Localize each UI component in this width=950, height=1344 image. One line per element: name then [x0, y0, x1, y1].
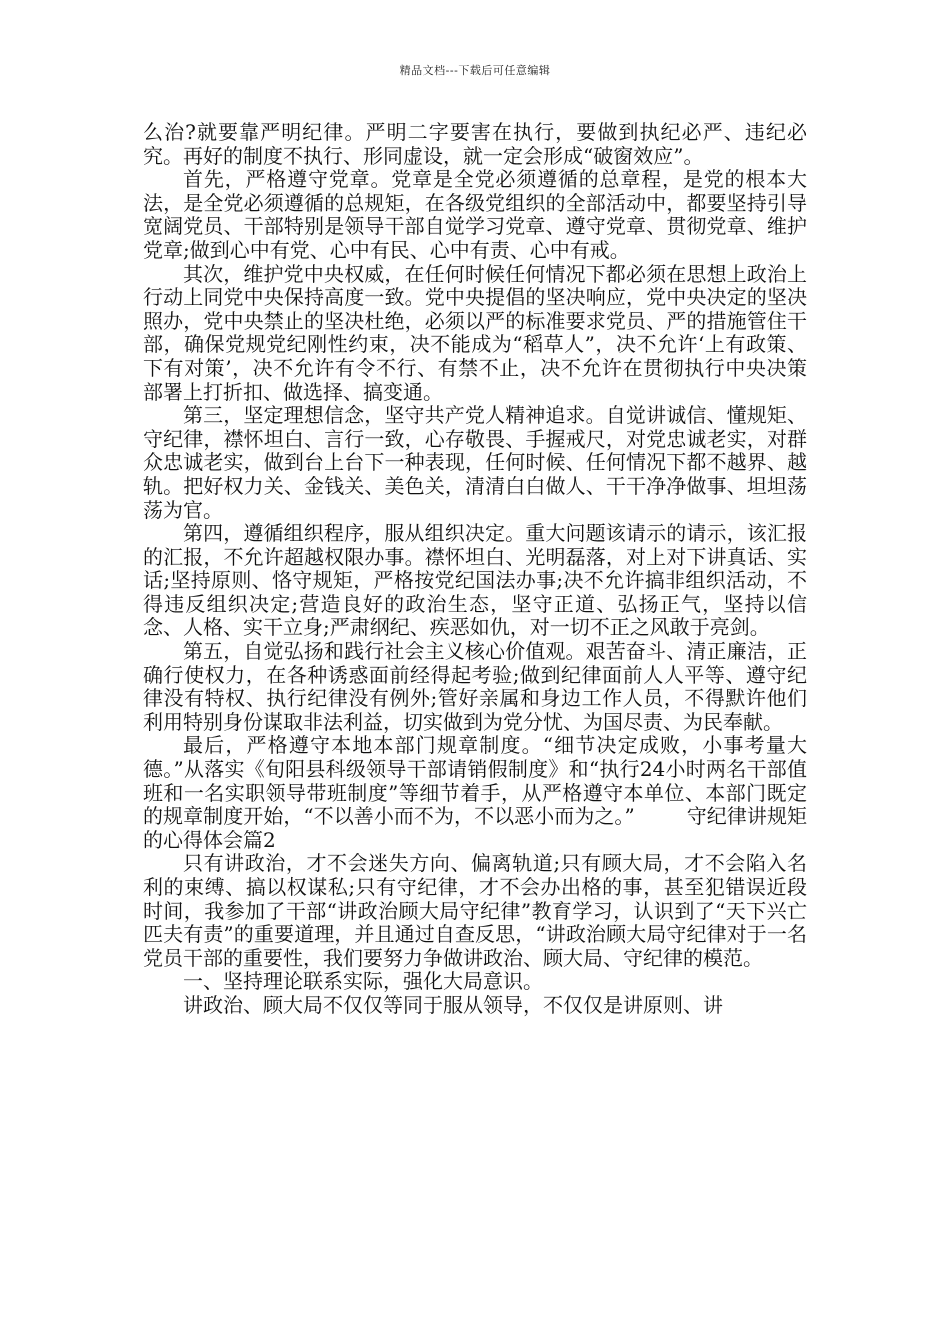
paragraph-5: 第四，遵循组织程序，服从组织决定。重大问题该请示的请示，该汇报的汇报，不允许超越权限办事。襟怀坦白、光明磊落，对上对下讲真话、实话;坚持原则、恪守规矩，严格按党纪国法办事;决不允许搞非组织活动，不得违反组织决定;营造良好的政治生态，坚守正道、弘扬正气，坚持以信念、人格、实干立身;严肃纲纪、疾恶如仇，对一切不正之风敢于亮剑。	[143, 521, 807, 640]
paragraph-4: 第三，坚定理想信念，坚守共产党人精神追求。自觉讲诚信、懂规矩、守纪律，襟怀坦白、言行一致，心存敬畏、手握戒尺，对党忠诚老实，对群众忠诚老实，做到台上台下一种表现，任何时候、任何情况下都不越界、越轨。把好权力关、金钱关、美色关，清清白白做人、干干净净做事、坦坦荡荡为官。	[143, 403, 807, 522]
paragraph-7-text: 最后，严格遵守本地本部门规章制度。“细节决定成败，小事考量大德。”从落实《旬阳县科级领导干部请销假制度》和“执行24小时两名干部值班和一名实职领导带班制度”等细节着手，从严格遵守本单位、本部门既定的规章制度开始，“不以善小而不为，不以恶小而为之。”	[143, 733, 807, 829]
paragraph-2: 首先，严格遵守党章。党章是全党必须遵循的总章程，是党的根本大法，是全党必须遵循的总规矩，在各级党组织的全部活动中，都要坚持引导宽阔党员、干部特别是领导干部自觉学习党章、遵守党章、贯彻党章、维护党章;做到心中有党、心中有民、心中有责、心中有戒。	[143, 167, 807, 262]
paragraph-7	[143, 734, 807, 852]
document-body	[143, 121, 807, 1018]
paragraph-1: 么治?就要靠严明纪律。严明二字要害在执行，要做到执纪必严、违纪必究。再好的制度不执行、形同虚设，就一定会形成“破窗效应”。	[143, 120, 807, 168]
section-heading: 守纪律讲规矩的心得体会篇2	[143, 804, 808, 852]
paragraph-6: 第五，自觉弘扬和践行社会主义核心价值观。艰苦奋斗、清正廉洁，正确行使权力，在各种诱惑面前经得起考验;做到纪律面前人人平等、遵守纪律没有特权、执行纪律没有例外;管好亲属和身边工作人员，不得默许他们利用特别身份谋取非法利益，切实做到为党分忧、为国尽责、为民奉献。	[143, 639, 807, 734]
paragraph-3: 其次，维护党中央权威，在任何时候任何情况下都必须在思想上政治上行动上同党中央保持高度一致。党中央提倡的坚决响应，党中央决定的坚决照办，党中央禁止的坚决杜绝，必须以严的标准要求党员、严的措施管住干部，确保党规党纪刚性约束，决不能成为“稻草人”，决不允许‘上有政策、下有对策’，决不允许有令不行、有禁不止，决不允许在贯彻执行中央决策部署上打折扣、做选择、搞变通。	[143, 261, 807, 404]
paragraph-10: 讲政治、顾大局不仅仅等同于服从领导，不仅仅是讲原则、讲	[183, 992, 723, 1017]
page-header: 精品文档---下载后可任意编辑	[399, 64, 551, 77]
paragraph-9: 一、坚持理论联系实际，强化大局意识。	[183, 969, 543, 994]
paragraph-8: 只有讲政治，才不会迷失方向、偏离轨道;只有顾大局，才不会陷入名利的束缚、搞以权谋私;只有守纪律，才不会办出格的事，甚至犯错误近段时间，我参加了干部“讲政治顾大局守纪律”教育学习，认识到了“天下兴亡匹夫有责”的重要道理，并且通过自查反思，“讲政治顾大局守纪律对于一名党员干部的重要性，我们要努力争做讲政治、顾大局、守纪律的模范。	[143, 851, 807, 970]
